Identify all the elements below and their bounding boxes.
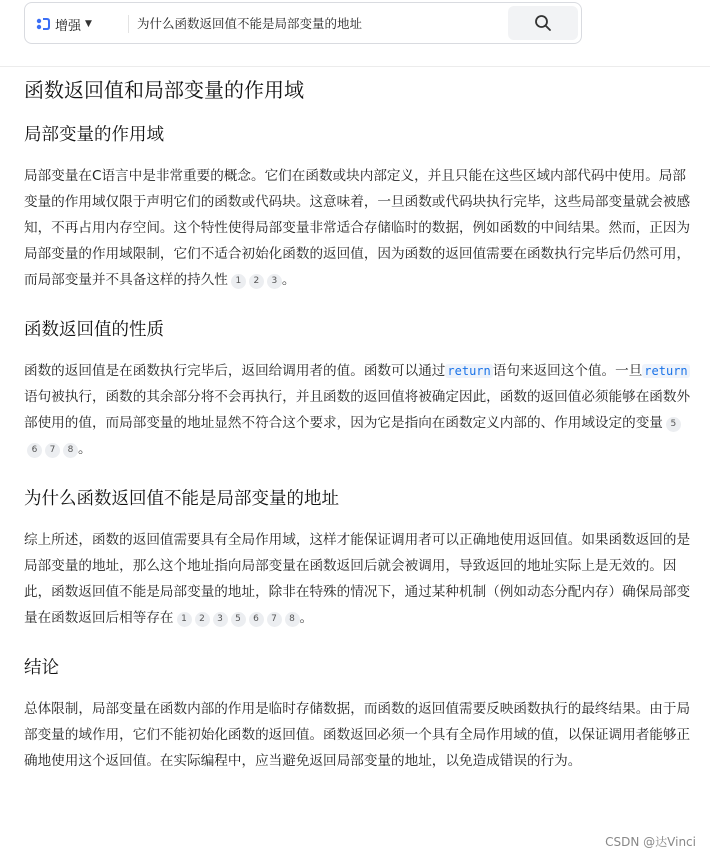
divider — [128, 15, 129, 33]
mode-label: 增强 — [55, 18, 82, 34]
search-input[interactable] — [137, 9, 527, 37]
search-button[interactable] — [508, 6, 578, 40]
article — [24, 70, 694, 774]
citation-badge[interactable]: 3 — [267, 274, 282, 289]
paragraph-end: 。 — [78, 441, 92, 457]
paragraph-text: 语句被执行，函数的其余部分将不会再执行，并且函数的返回值将被确定因此，函数的返回值必须能够在函数外部使用的值，而局部变量的地址显然不符合这个要求，因为它是指向在函数定义内部的、作用域设定的变量 — [24, 389, 691, 431]
search-icon — [534, 14, 552, 32]
paragraph-text: 局部变量在C语言中是非常重要的概念。它们在函数或块内部定义，并且只能在这些区域内部代码中使用。局部变量的作用域仅限于声明它们的函数或代码块。这意味着，一旦函数或代码块执行完毕，这些局部变量就会被感知，不再占用内存空间。这个特性使得局部变量非常适合存储临时的数据，例如函数的中间结果。然而，正因为局部变量的作用域限制，它们不适合初始化函数的返回值，因为函数的返回值需要在函数执行完毕后仍然可用，而局部变量并不具备这样的持久性 — [24, 168, 691, 288]
paragraph-text: 语句来返回这个值。一旦 — [492, 363, 643, 379]
citation-badge[interactable]: 1 — [177, 612, 192, 627]
watermark: CSDN @达Vinci — [605, 835, 696, 849]
citation-badge[interactable]: 6 — [249, 612, 264, 627]
citation-badge[interactable]: 6 — [27, 443, 42, 458]
search-bar — [0, 0, 710, 67]
section-paragraph: 总体限制，局部变量在函数内部的作用是临时存储数据，而函数的返回值需要反映函数执行的最终结果。由于局部变量的域作用，它们不能初始化函数的返回值。函数返回必须一个具有全局作用域的值，以保证调用者能够正确地使用这个返回值。在实际编程中，应当避免返回局部变量的地址，以免造成错误的行为。 — [24, 701, 691, 769]
article-title: 函数返回值和局部变量的作用域 — [24, 78, 304, 102]
citation-badge[interactable]: 8 — [285, 612, 300, 627]
citation-badge[interactable]: 8 — [63, 443, 78, 458]
citation-badge[interactable]: 5 — [666, 417, 681, 432]
inline-code: return — [644, 364, 688, 378]
caret-down-icon: ▼ — [85, 19, 92, 29]
section-heading: 为什么函数返回值不能是局部变量的地址 — [24, 489, 339, 509]
citation-badge[interactable]: 7 — [45, 443, 60, 458]
citation-badge[interactable]: 2 — [249, 274, 264, 289]
section-paragraph — [24, 358, 694, 462]
mode-dropdown[interactable] — [35, 14, 92, 34]
citation-badge[interactable]: 1 — [231, 274, 246, 289]
citation-badge[interactable]: 5 — [231, 612, 246, 627]
paragraph-end: 。 — [281, 272, 296, 288]
citation-badge[interactable]: 2 — [195, 612, 210, 627]
ai-logo-icon — [35, 16, 51, 32]
section-heading: 结论 — [24, 658, 59, 678]
paragraph-text: 函数的返回值是在函数执行完毕后，返回给调用者的值。函数可以通过 — [24, 363, 446, 379]
search-box — [24, 2, 582, 44]
section-paragraph — [24, 527, 694, 631]
citation-badge[interactable]: 7 — [267, 612, 282, 627]
citation-badge[interactable]: 3 — [213, 612, 228, 627]
inline-code: return — [447, 364, 491, 378]
paragraph-text: 综上所述，函数的返回值需要具有全局作用域，这样才能保证调用者可以正确地使用返回值。如果函数返回的是局部变量的地址，那么这个地址指向局部变量在函数返回后就会被调用，导致返回的地址实际上是无效的。因此，函数返回值不能是局部变量的地址，除非在特殊的情况下，通过某种机制（例如动态分配内存）确保局部变量在函数返回后相等存在 — [24, 532, 691, 626]
paragraph-end: 。 — [299, 610, 314, 626]
section-heading: 局部变量的作用域 — [24, 125, 164, 145]
section-paragraph — [24, 163, 694, 293]
section-heading: 函数返回值的性质 — [24, 320, 164, 340]
